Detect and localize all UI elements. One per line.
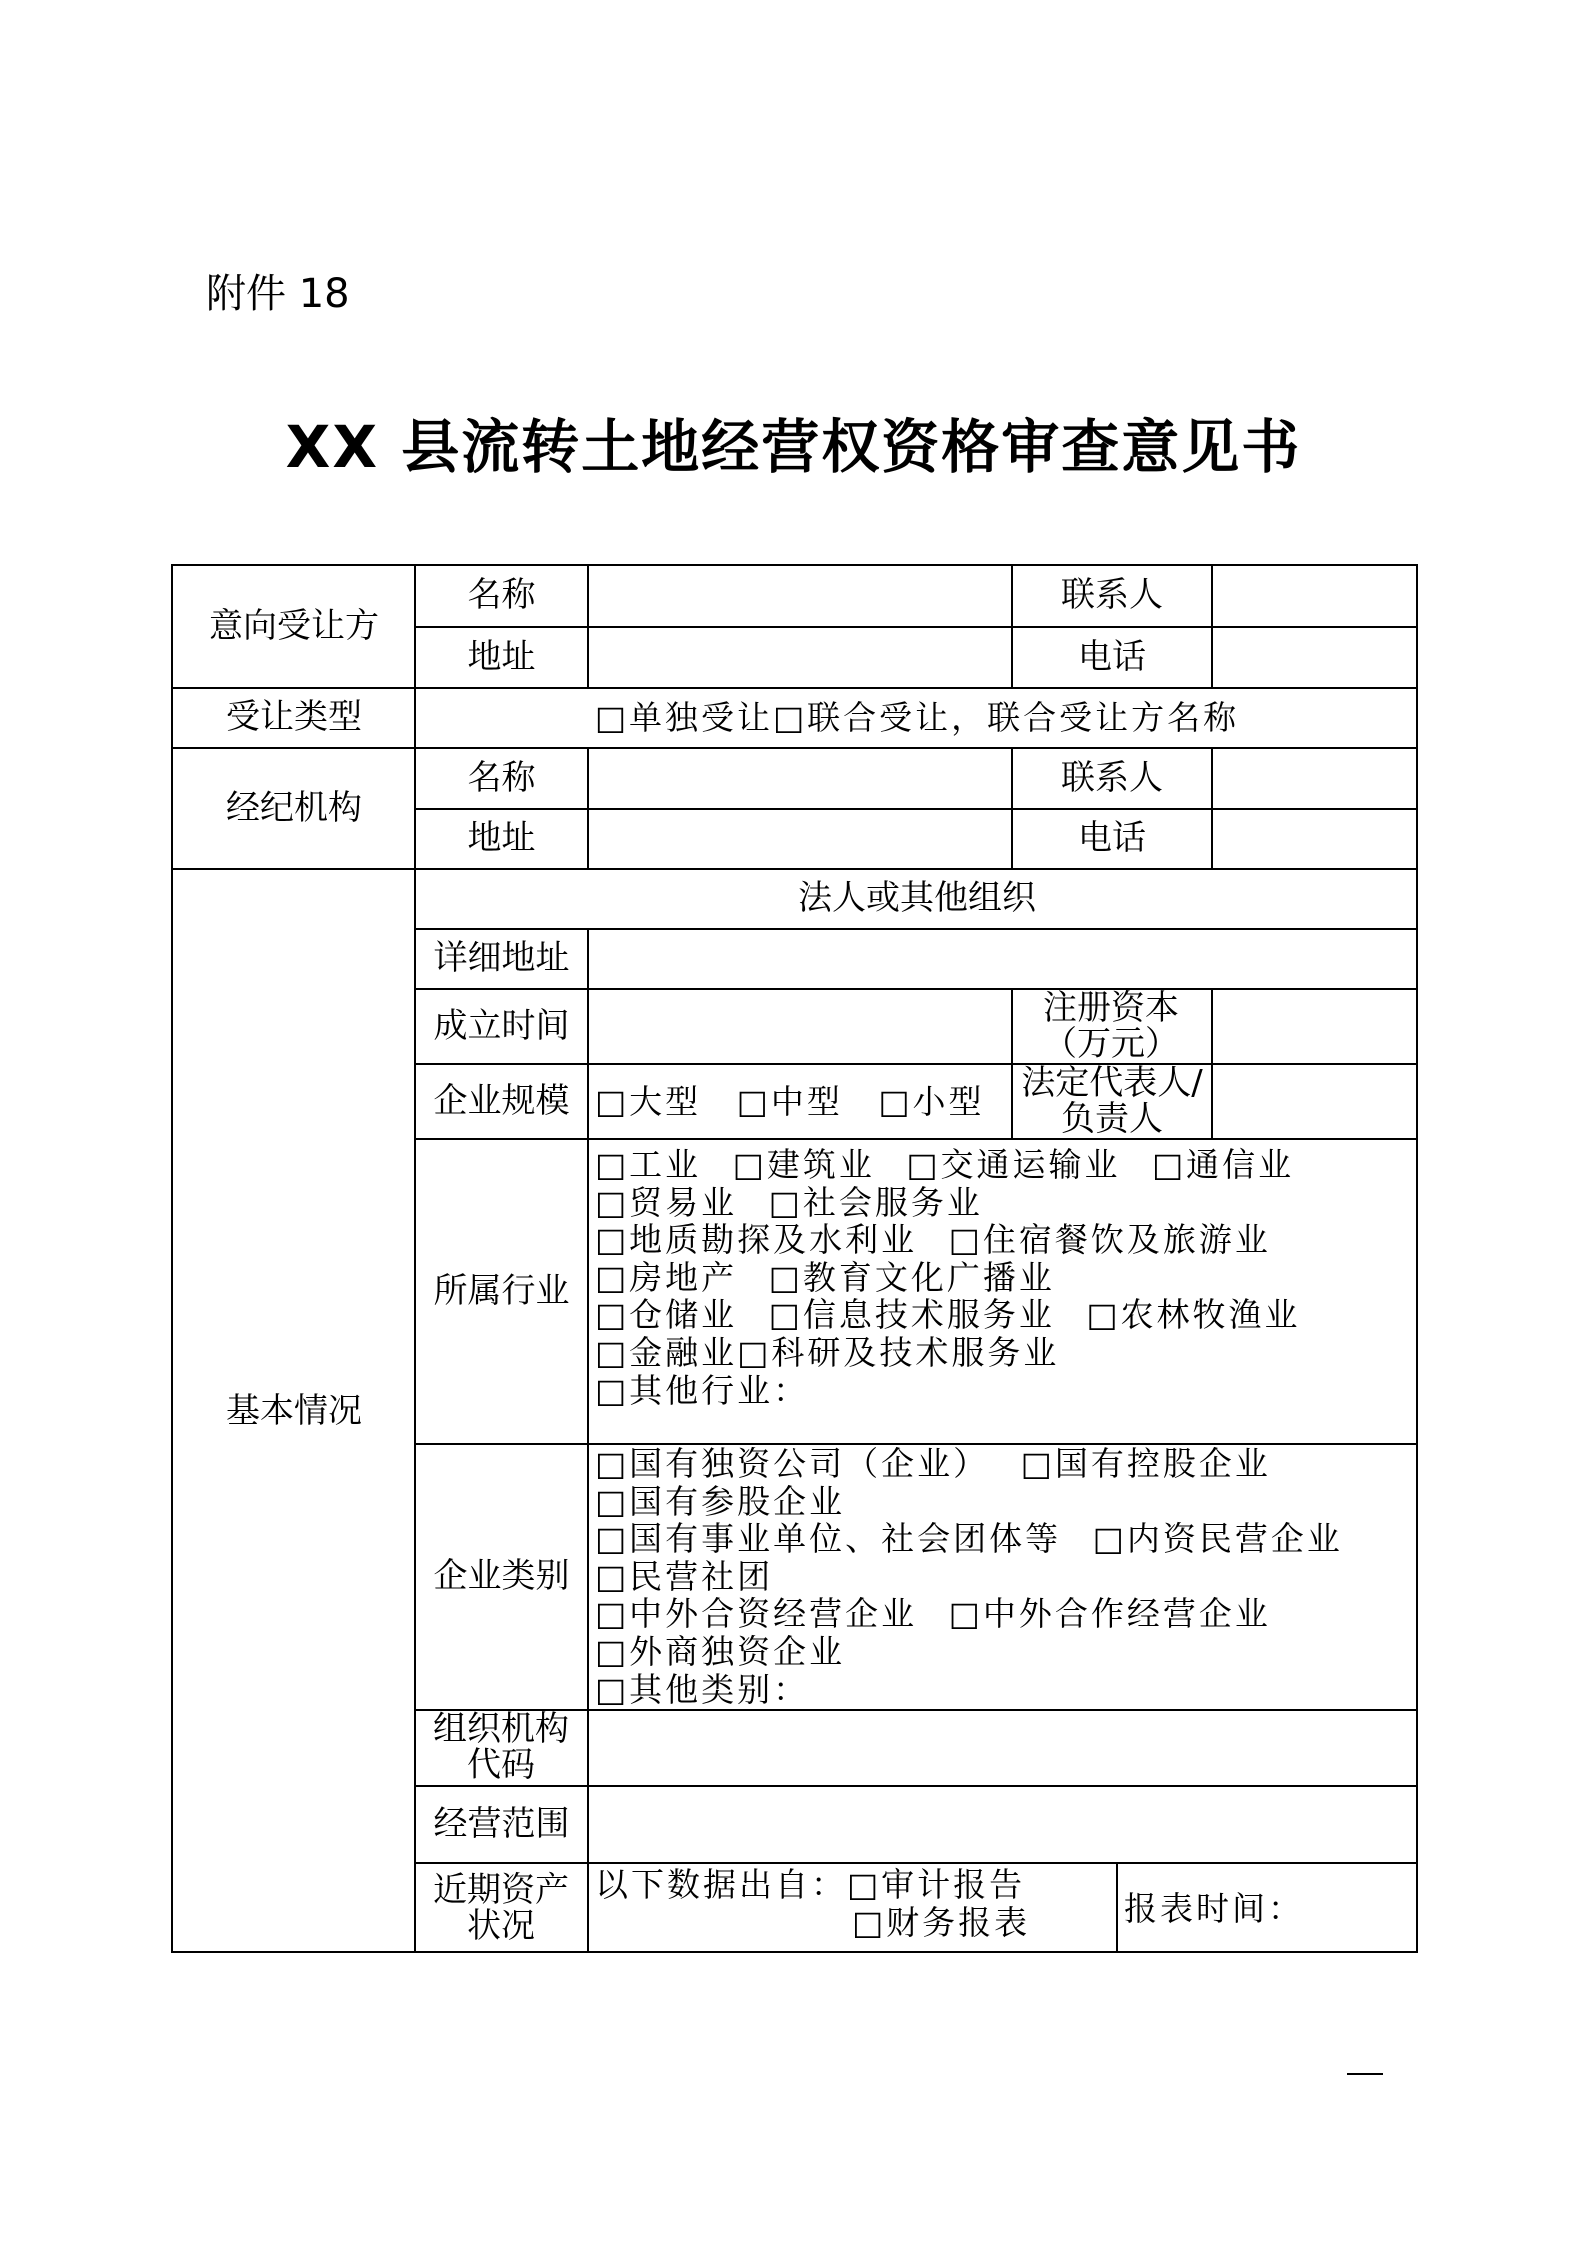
transferee-section-label: 意向受让方 (209, 605, 379, 646)
basic-section-label: 基本情况 (226, 1390, 362, 1431)
transferee-phone-label: 电话 (1078, 636, 1146, 677)
category-option-line[interactable]: □民营社团 (595, 1556, 774, 1596)
org-code-label: 组织机构代码 (433, 1709, 569, 1785)
industry-options[interactable] (589, 1146, 1418, 1441)
agency-address-field[interactable] (589, 810, 1011, 868)
agency-contact-label: 联系人 (1061, 757, 1163, 798)
qualification-review-form (171, 564, 1418, 1953)
transferee-name-field[interactable] (589, 566, 1011, 626)
legal-representative-field[interactable] (1213, 1065, 1418, 1138)
industry-option-line[interactable]: □仓储业 □信息技术服务业 □农林牧渔业 (595, 1295, 1301, 1335)
industry-option-line[interactable]: □金融业□科研及技术服务业 (595, 1332, 1060, 1372)
agency-address-label: 地址 (467, 818, 536, 859)
registered-capital-label: 注册资本（万元） (1043, 987, 1179, 1064)
transferee-phone-field[interactable] (1213, 628, 1418, 687)
category-option-line[interactable]: □其他类别： (595, 1669, 810, 1709)
agency-section-label: 经纪机构 (226, 787, 362, 828)
registered-capital-field[interactable] (1213, 990, 1418, 1063)
industry-option-line[interactable]: □贸易业 □社会服务业 (595, 1182, 983, 1222)
agency-phone-label: 电话 (1078, 818, 1146, 859)
category-option-line[interactable]: □中外合资经营企业 □中外合作经营企业 (595, 1594, 1271, 1634)
transferee-contact-field[interactable] (1213, 566, 1418, 626)
industry-option-line[interactable]: □工业 □建筑业 □交通运输业 □通信业 (595, 1145, 1295, 1184)
agency-contact-field[interactable] (1213, 749, 1418, 808)
industry-option-line[interactable]: □地质勘探及水利业 □住宿餐饮及旅游业 (595, 1220, 1271, 1260)
enterprise-category-options[interactable] (589, 1445, 1418, 1709)
enterprise-scale-label: 企业规模 (433, 1080, 570, 1121)
transfer-type-options[interactable]: □单独受让□联合受让，联合受让方名称 (594, 698, 1240, 738)
data-source-options[interactable] (589, 1866, 1116, 1953)
category-option-line[interactable]: □国有事业单位、社会团体等 □内资民营企业 (595, 1519, 1343, 1559)
transferee-address-field[interactable] (589, 628, 1011, 687)
transfer-type-label: 受让类型 (226, 697, 362, 738)
detail-address-label: 详细地址 (433, 938, 570, 979)
enterprise-category-label: 企业类别 (433, 1556, 570, 1597)
category-option-line[interactable]: □国有参股企业 (595, 1481, 846, 1521)
transferee-contact-label: 联系人 (1061, 575, 1163, 616)
agency-phone-field[interactable] (1213, 810, 1418, 868)
agency-name-label: 名称 (467, 757, 536, 798)
business-scope-field[interactable] (589, 1787, 1418, 1862)
category-option-line[interactable]: □国有独资公司（企业） □国有控股企业 (595, 1444, 1271, 1483)
industry-option-line[interactable]: □房地产 □教育文化广播业 (595, 1257, 1055, 1297)
industry-label: 所属行业 (433, 1270, 570, 1311)
data-source-line[interactable]: □财务报表 (852, 1902, 1031, 1942)
document-title: XX 县流转土地经营权资格审查意见书 (285, 413, 1302, 481)
detail-address-field[interactable] (589, 930, 1418, 988)
attachment-number: 附件 18 (206, 271, 350, 317)
enterprise-scale-options[interactable]: □大型 □中型 □小型 (595, 1081, 985, 1121)
founded-date-field[interactable] (589, 990, 1011, 1063)
transferee-address-label: 地址 (467, 636, 536, 677)
transferee-name-label: 名称 (467, 575, 536, 616)
business-scope-label: 经营范围 (433, 1803, 570, 1844)
org-code-field[interactable] (589, 1711, 1418, 1785)
founded-date-label: 成立时间 (433, 1005, 570, 1046)
data-source-line[interactable]: 以下数据出自：□审计报告 (595, 1865, 1026, 1904)
category-option-line[interactable]: □外商独资企业 (595, 1631, 846, 1671)
page-mark (1347, 2073, 1383, 2075)
org-heading: 法人或其他组织 (798, 878, 1036, 919)
recent-assets-label: 近期资产状况 (433, 1869, 569, 1946)
agency-name-field[interactable] (589, 749, 1011, 808)
industry-option-line[interactable]: □其他行业： (595, 1370, 810, 1410)
report-time-field[interactable]: 报表时间： (1124, 1888, 1304, 1928)
legal-representative-label: 法定代表人/负责人 (1021, 1062, 1203, 1139)
